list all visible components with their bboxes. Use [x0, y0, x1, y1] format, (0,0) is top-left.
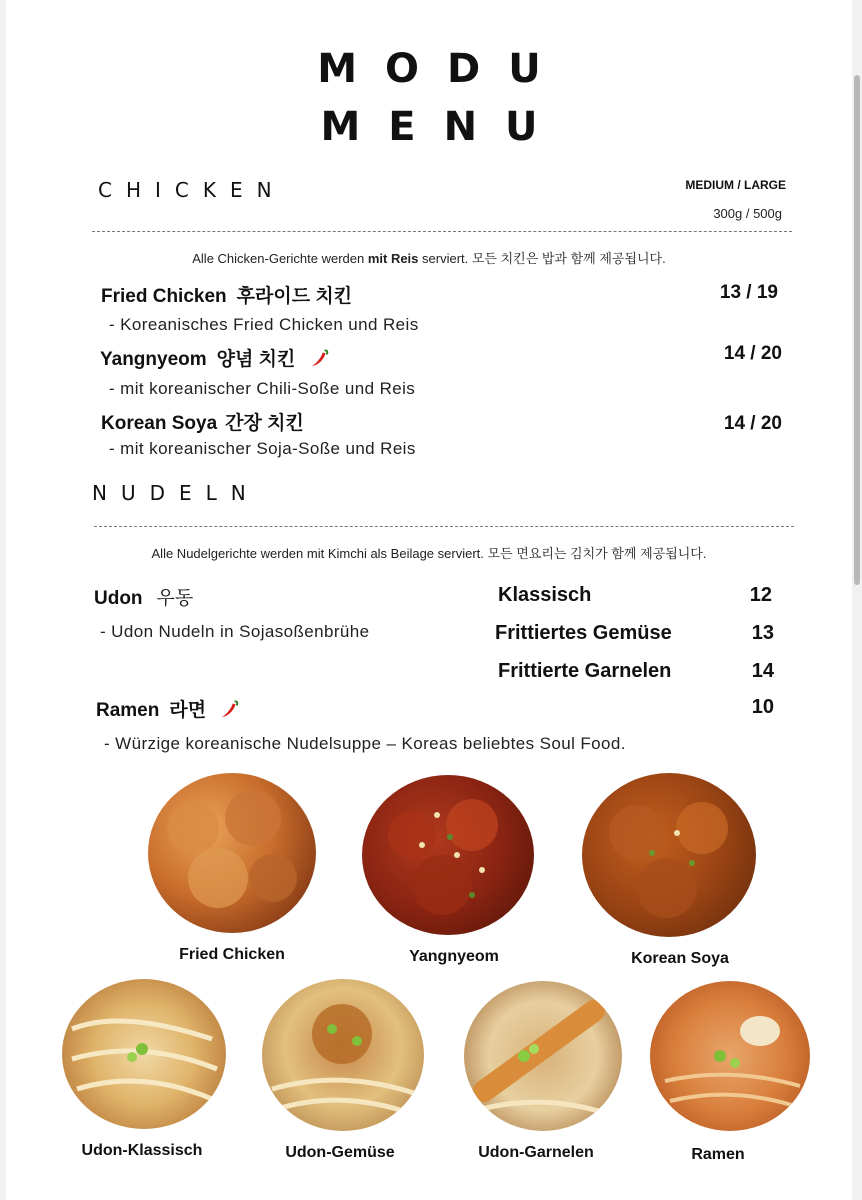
noodles-divider — [94, 526, 794, 527]
dish-name: Yangnyeom — [100, 349, 207, 370]
dish-korean-soya — [101, 408, 304, 435]
dish-yangnyeom — [100, 344, 331, 371]
dish-udon — [94, 583, 193, 610]
yangnyeom-texture — [362, 775, 534, 935]
photo-caption: Fried Chicken — [179, 946, 285, 963]
photo-korean-soya — [582, 773, 756, 937]
variant-price: 14 — [751, 660, 774, 682]
dish-korean-name: 양념 치킨 — [216, 349, 296, 370]
variant-label: Frittierte Garnelen — [498, 660, 672, 682]
dish-name: Korean Soya — [101, 413, 218, 434]
photo-caption: Udon-Gemüse — [285, 1144, 395, 1161]
dish-korean-name: 간장 치킨 — [225, 413, 304, 434]
photo-caption: Yangnyeom — [409, 948, 499, 965]
photo-udon-klassisch — [62, 979, 226, 1129]
fried-chicken-texture — [148, 773, 316, 933]
dish-price: 14 / 20 — [723, 413, 782, 434]
chili-pepper-icon — [219, 698, 241, 720]
korean-soya-texture — [582, 773, 756, 937]
variant-label: Klassisch — [498, 584, 592, 606]
photo-caption: Udon-Garnelen — [478, 1144, 594, 1161]
photo-ramen — [650, 981, 810, 1131]
dish-price: 14 / 20 — [723, 343, 782, 364]
dish-korean-name: 라면 — [169, 700, 207, 721]
dish-price: 13 / 19 — [719, 282, 778, 303]
chicken-note: Alle Chicken-Gerichte werden mit Reis serviert. 모든 치킨은 밥과 함께 제공됩니다. — [192, 251, 666, 266]
udon-vegetable-texture — [262, 979, 424, 1131]
dish-korean-name: 우동 — [156, 588, 194, 609]
menu-title-line1: MODU — [317, 46, 569, 92]
dish-price: 10 — [751, 696, 774, 718]
photo-fried-chicken — [148, 773, 316, 933]
noodles-note: Alle Nudelgerichte werden mit Kimchi als Beilage serviert. 모든 면요리는 김치가 함께 제공됩니다. — [151, 546, 707, 561]
scrollbar-thumb[interactable] — [854, 75, 860, 585]
dish-name: Ramen — [96, 700, 160, 721]
dish-name: Fried Chicken — [101, 286, 227, 307]
photo-caption: Ramen — [691, 1146, 745, 1163]
dish-description: - Koreanisches Fried Chicken und Reis — [109, 315, 419, 334]
chicken-divider — [92, 231, 792, 232]
menu-page — [6, 0, 852, 1200]
variant-price: 12 — [749, 584, 772, 606]
dish-korean-name: 후라이드 치킨 — [236, 286, 353, 307]
dish-description: - Würzige koreanische Nudelsuppe – Koreas beliebtes Soul Food. — [104, 734, 626, 753]
dish-ramen — [96, 695, 241, 722]
dish-description: - Udon Nudeln in Sojasoßenbrühe — [100, 622, 370, 641]
photo-caption: Udon-Klassisch — [81, 1142, 203, 1159]
size-header: MEDIUM / LARGE — [685, 178, 786, 192]
section-title-chicken: CHICKEN — [98, 178, 286, 202]
photo-yangnyeom — [362, 775, 534, 935]
variant-label: Frittiertes Gemüse — [495, 622, 672, 644]
photo-caption: Korean Soya — [631, 950, 729, 967]
photo-udon-gemuese — [262, 979, 424, 1131]
menu-title-line2: MENU — [320, 104, 566, 150]
udon-noodles-texture — [62, 979, 226, 1129]
dish-fried-chicken — [101, 281, 352, 308]
dish-name: Udon — [94, 588, 143, 609]
variant-price: 13 — [751, 622, 774, 644]
photo-udon-garnelen — [464, 981, 622, 1131]
ramen-texture — [650, 981, 810, 1131]
size-values: 300g / 500g — [713, 206, 782, 221]
dish-description: - mit koreanischer Soja-Soße und Reis — [109, 439, 416, 458]
udon-shrimp-texture — [464, 981, 622, 1131]
chili-pepper-icon — [309, 347, 331, 369]
section-title-noodles: NUDELN — [92, 481, 260, 505]
dish-description: - mit koreanischer Chili-Soße und Reis — [109, 379, 416, 398]
